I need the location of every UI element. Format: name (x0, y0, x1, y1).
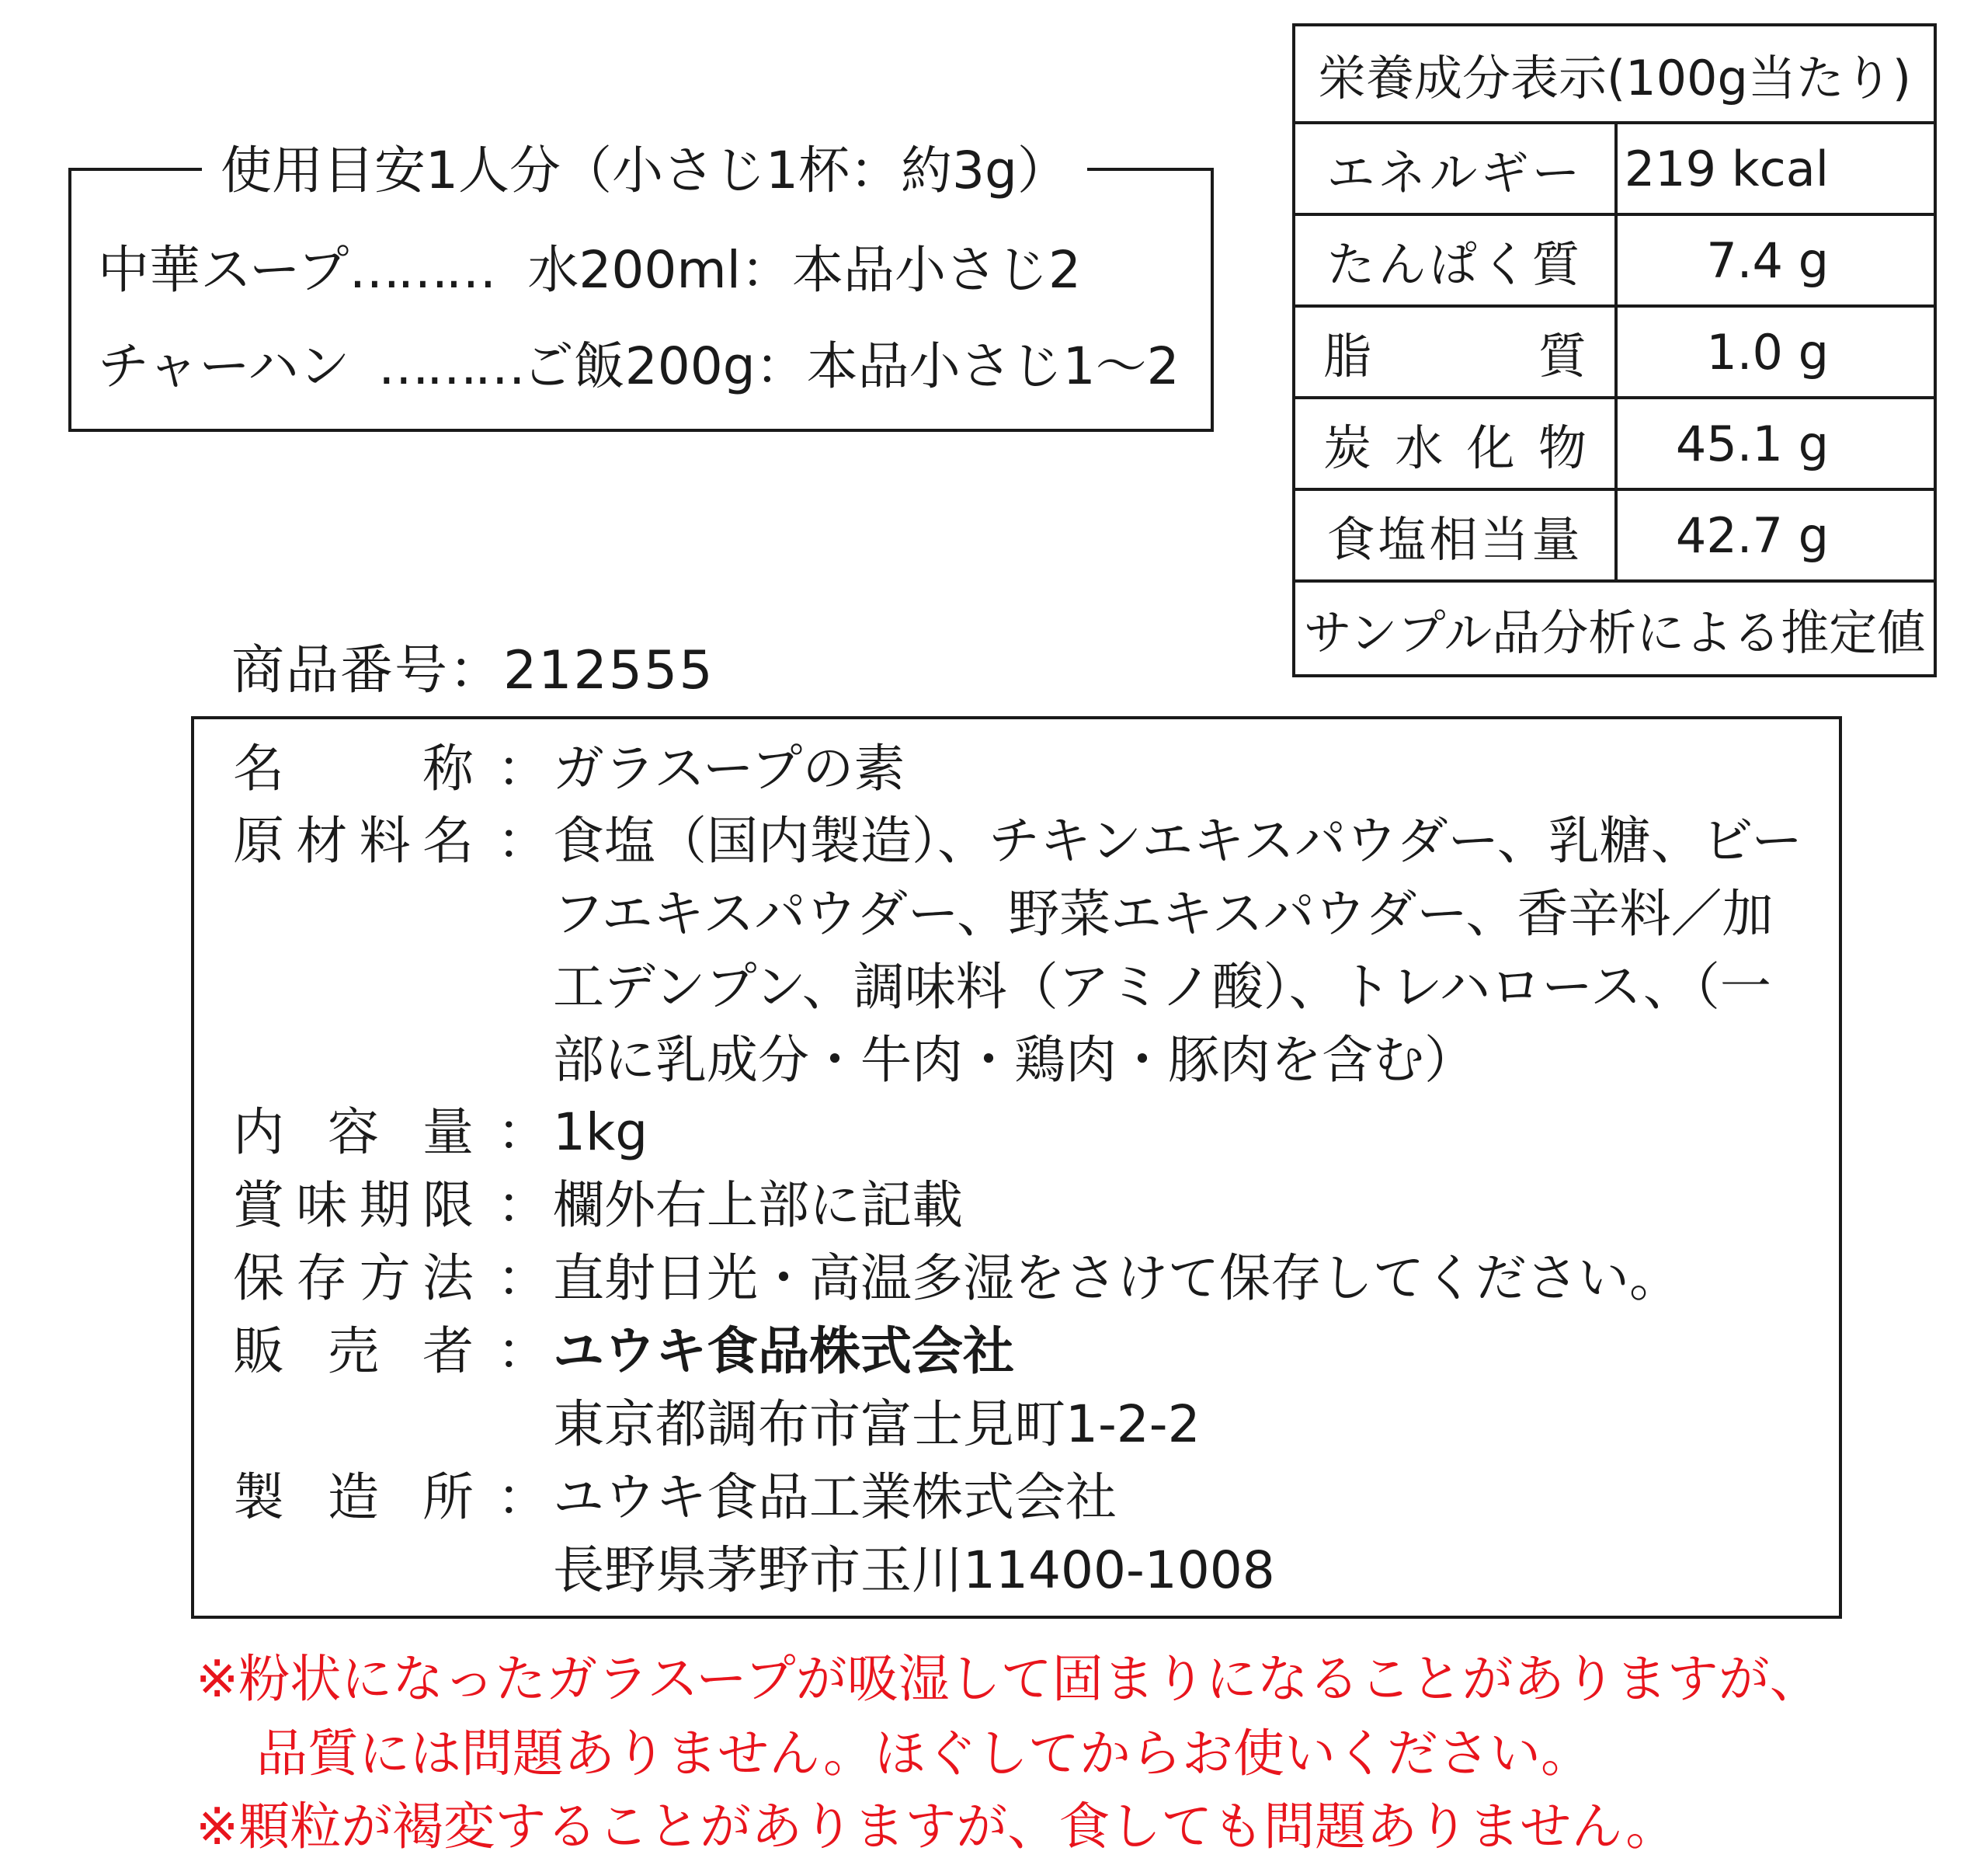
nutrition-label: 食塩相当量 (1294, 489, 1616, 581)
info-value-manufacturer-address: 長野県茅野市玉川11400-1008 (553, 1540, 1275, 1600)
nutrition-value: 7.4 g (1616, 214, 1935, 306)
info-value-storage: 直射日光・高温多湿をさけて保存してください。 (553, 1248, 1680, 1308)
nutrition-value: 1.0 g (1616, 306, 1935, 398)
usage-row-soup (98, 239, 1081, 301)
nutrition-row (1294, 306, 1935, 398)
usage-row-value: 水200ml：本品小さじ2 (527, 240, 1081, 300)
info-colon: ： (497, 811, 548, 871)
info-colon: ： (497, 1175, 548, 1235)
product-number: 商品番号：212555 (231, 640, 714, 701)
info-value-seller: ユウキ食品株式会社 (553, 1321, 1014, 1381)
nutrition-label: エネルギー (1294, 123, 1616, 214)
note-line-2: 品質には問題ありません。ほぐしてからお使いください。 (256, 1724, 1592, 1783)
nutrition-label: たんぱく質 (1294, 214, 1616, 306)
usage-guide-title: 使用目安1人分（小さじ1杯：約3g） (202, 140, 1087, 202)
usage-row-fried-rice (98, 336, 1180, 398)
info-label-storage: 保存方法 (233, 1248, 474, 1308)
usage-row-dots: ……… (349, 240, 494, 300)
nutrition-row (1294, 123, 1935, 214)
info-colon: ： (497, 739, 548, 799)
nutrition-table (1292, 23, 1937, 677)
nutrition-value: 42.7 g (1616, 489, 1935, 581)
info-value-seller-address: 東京都調布市富士見町1-2-2 (553, 1394, 1201, 1454)
info-value-quantity: 1kg (553, 1102, 648, 1162)
info-label-quantity: 内容量 (233, 1102, 474, 1162)
info-colon: ： (497, 1248, 548, 1308)
info-colon: ： (497, 1467, 548, 1527)
nutrition-label: 脂質 (1294, 306, 1616, 398)
nutrition-value: 219 kcal (1616, 123, 1935, 214)
info-value-best-before: 欄外右上部に記載 (553, 1175, 963, 1235)
nutrition-row (1294, 214, 1935, 306)
info-label-seller: 販売者 (233, 1321, 474, 1381)
nutrition-value: 45.1 g (1616, 398, 1935, 489)
info-label-name: 名称 (233, 739, 474, 799)
usage-row-dots: ……… (377, 336, 523, 396)
note-line-1: ※粉状になったガラスープが吸湿して固まりになることがありますが、 (196, 1649, 1821, 1709)
usage-row-name: 中華スープ (98, 240, 349, 300)
info-value-ingredients: 食塩（国内製造）、チキンエキスパウダー、乳糖、ビーフエキスパウダー、野菜エキスパウダー、香辛料／加工デンプン、調味料（アミノ酸）、トレハロース、（一部に乳成分・牛肉・鶏肉・豚肉を含む） (553, 811, 1803, 1090)
usage-row-value: ご飯200g：本品小さじ1～2 (522, 336, 1180, 396)
note-line-3: ※顆粒が褐変することがありますが、食しても問題ありません。 (196, 1797, 1677, 1856)
nutrition-header: 栄養成分表示(100g当たり) (1294, 25, 1935, 123)
nutrition-row (1294, 398, 1935, 489)
info-label-best-before: 賞味期限 (233, 1175, 474, 1235)
info-value-name: ガラスープの素 (553, 739, 905, 799)
info-colon: ： (497, 1102, 548, 1162)
nutrition-row (1294, 489, 1935, 581)
usage-row-name: チャーハン (98, 336, 350, 396)
info-value-manufacturer: ユウキ食品工業株式会社 (553, 1467, 1117, 1527)
nutrition-label: 炭水化物 (1294, 398, 1616, 489)
nutrition-footer: サンプル品分析による推定値 (1294, 581, 1935, 676)
info-colon: ： (497, 1321, 548, 1381)
info-label-ingredients: 原材料名 (233, 811, 474, 871)
info-label-manufacturer: 製造所 (233, 1467, 474, 1527)
